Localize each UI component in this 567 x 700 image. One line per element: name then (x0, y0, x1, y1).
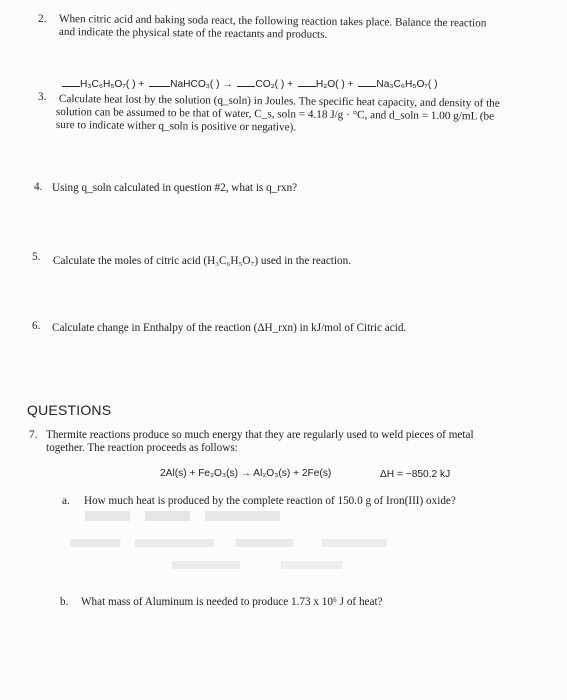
q7b-label: b. (60, 596, 69, 608)
eq-term-bicarbonate: NaHCO₃( ) → (170, 79, 233, 90)
blank-coefficient-5 (358, 78, 376, 87)
q6-text: Calculate change in Enthalpy of the reaction (ΔH_rxn) in kJ/mol of Citric acid. (52, 322, 407, 334)
q7a-label: a. (62, 495, 70, 507)
q4-text: Using q_soln calculated in question #2, what is q_rxn? (52, 182, 298, 194)
q5-number: 5. (32, 251, 41, 263)
q2-line-1-text: When citric acid and baking soda react, the following reaction takes place. Balance the reaction (58, 13, 487, 30)
blank-coefficient-1 (62, 78, 80, 87)
q7-line-2: together. The reaction proceeds as follows: (46, 442, 238, 454)
q3-line-3 (56, 119, 296, 134)
q7-line-1: Thermite reactions produce so much energy that they are regularly used to weld pieces of metal (46, 429, 474, 441)
q2-line-2 (59, 26, 328, 41)
eq-term-citric-acid: H₃C₆H₅O₇( ) + (80, 79, 145, 90)
q7-number: 7. (29, 429, 38, 441)
q3-line-2-text: solution can be assumed to be that of water, C_s, soln = 4.18 J/g · °C, and d_soln = 1.00 g/mL (be (55, 106, 495, 123)
q4-number: 4. (34, 181, 43, 193)
questions-heading: QUESTIONS (27, 402, 112, 418)
blank-coefficient-3 (237, 78, 255, 87)
eq-term-sodium-citrate: Na₃C₆H₅O₇( ) (376, 79, 438, 90)
eq-term-water: H₂O( ) + (315, 79, 354, 90)
q2-number: 2. (38, 13, 47, 25)
q3-number: 3. (38, 91, 47, 103)
q2-equation (62, 78, 438, 90)
blank-coefficient-4 (298, 78, 316, 87)
q7b-text: What mass of Aluminum is needed to produce 1.73 x 10⁶ J of heat? (81, 596, 383, 608)
eq-term-co2: CO₂( ) + (255, 79, 294, 90)
q3-line-3-text: sure to indicate wither q_soln is positive or negative). (55, 119, 297, 134)
q7-delta-h: ΔH = −850.2 kJ (380, 469, 451, 480)
q7-equation: 2Al(s) + Fe₂O₃(s) → Al₂O₃(s) + 2Fe(s) (160, 468, 332, 479)
q3-line-1-text: Calculate heat lost by the solution (q_soln) in Joules. The specific heat capacity, and density of the (58, 93, 500, 110)
bleed-through-text (70, 511, 450, 591)
q5-text: Calculate the moles of citric acid (H₃C₆H₅O₇) used in the reaction. (53, 255, 351, 267)
q6-number: 6. (32, 320, 41, 332)
blank-coefficient-2 (149, 78, 170, 87)
q2-line-2-text: and indicate the physical state of the reactants and products. (58, 26, 328, 41)
q7a-text: How much heat is produced by the complete reaction of 150.0 g of Iron(III) oxide? (84, 495, 456, 507)
